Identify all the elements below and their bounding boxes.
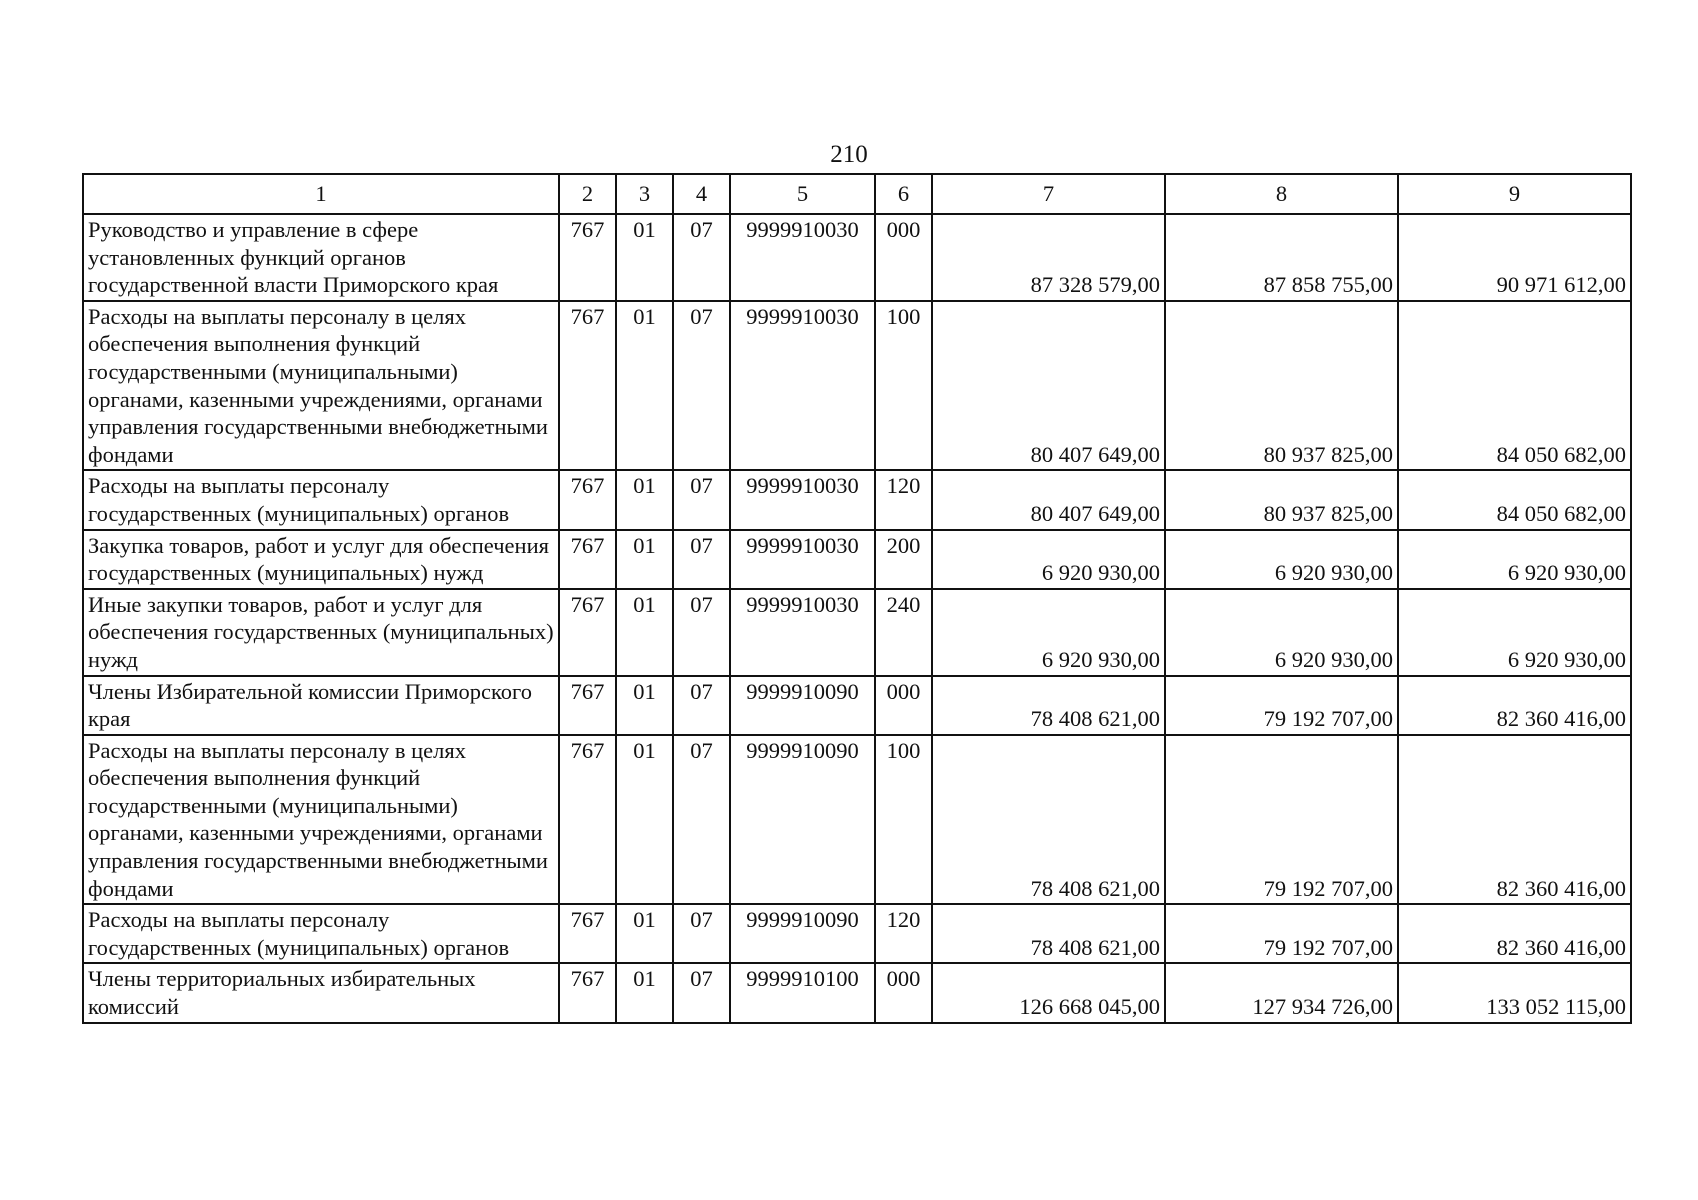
amount-cell: 78 408 621,00	[932, 904, 1165, 963]
code-cell: 9999910030	[730, 214, 875, 301]
amount-cell: 80 937 825,00	[1165, 301, 1398, 471]
amount-cell: 87 328 579,00	[932, 214, 1165, 301]
table-row	[83, 470, 1631, 529]
column-header: 7	[932, 174, 1165, 214]
code-cell: 01	[616, 470, 673, 529]
code-cell: 100	[875, 735, 932, 905]
table-row	[83, 904, 1631, 963]
code-cell: 01	[616, 301, 673, 471]
column-header: 4	[673, 174, 730, 214]
code-cell: 200	[875, 530, 932, 589]
code-cell: 240	[875, 589, 932, 676]
code-cell: 9999910030	[730, 589, 875, 676]
code-cell: 9999910090	[730, 735, 875, 905]
code-cell: 07	[673, 904, 730, 963]
code-cell: 767	[559, 214, 616, 301]
code-cell: 767	[559, 530, 616, 589]
column-header: 2	[559, 174, 616, 214]
item-name: Члены территориальных избирательных комиссий	[83, 963, 559, 1022]
code-cell: 000	[875, 963, 932, 1022]
amount-cell: 80 407 649,00	[932, 470, 1165, 529]
code-cell: 767	[559, 301, 616, 471]
amount-cell: 87 858 755,00	[1165, 214, 1398, 301]
amount-cell: 90 971 612,00	[1398, 214, 1631, 301]
amount-cell: 6 920 930,00	[1398, 589, 1631, 676]
item-name: Расходы на выплаты персоналу государственных (муниципальных) органов	[83, 470, 559, 529]
code-cell: 07	[673, 589, 730, 676]
table-row	[83, 301, 1631, 471]
code-cell: 9999910030	[730, 530, 875, 589]
code-cell: 01	[616, 735, 673, 905]
column-header: 1	[83, 174, 559, 214]
item-name: Руководство и управление в сфере установленных функций органов государственной власти Приморского края	[83, 214, 559, 301]
code-cell: 07	[673, 676, 730, 735]
code-cell: 01	[616, 589, 673, 676]
code-cell: 767	[559, 904, 616, 963]
table-row	[83, 735, 1631, 905]
code-cell: 07	[673, 470, 730, 529]
amount-cell: 6 920 930,00	[932, 589, 1165, 676]
code-cell: 767	[559, 676, 616, 735]
code-cell: 07	[673, 963, 730, 1022]
code-cell: 07	[673, 530, 730, 589]
code-cell: 120	[875, 904, 932, 963]
code-cell: 01	[616, 214, 673, 301]
amount-cell: 80 937 825,00	[1165, 470, 1398, 529]
amount-cell: 82 360 416,00	[1398, 676, 1631, 735]
amount-cell: 6 920 930,00	[1165, 589, 1398, 676]
code-cell: 01	[616, 904, 673, 963]
table-row	[83, 214, 1631, 301]
amount-cell: 84 050 682,00	[1398, 301, 1631, 471]
code-cell: 767	[559, 589, 616, 676]
table-row	[83, 589, 1631, 676]
amount-cell: 82 360 416,00	[1398, 904, 1631, 963]
code-cell: 07	[673, 214, 730, 301]
table-row	[83, 676, 1631, 735]
code-cell: 767	[559, 470, 616, 529]
code-cell: 01	[616, 963, 673, 1022]
amount-cell: 84 050 682,00	[1398, 470, 1631, 529]
amount-cell: 78 408 621,00	[932, 676, 1165, 735]
amount-cell: 127 934 726,00	[1165, 963, 1398, 1022]
amount-cell: 78 408 621,00	[932, 735, 1165, 905]
code-cell: 767	[559, 735, 616, 905]
column-header: 5	[730, 174, 875, 214]
code-cell: 9999910030	[730, 470, 875, 529]
amount-cell: 80 407 649,00	[932, 301, 1165, 471]
code-cell: 9999910090	[730, 676, 875, 735]
header-row	[83, 174, 1631, 214]
amount-cell: 79 192 707,00	[1165, 904, 1398, 963]
amount-cell: 6 920 930,00	[1398, 530, 1631, 589]
item-name: Закупка товаров, работ и услуг для обеспечения государственных (муниципальных) нужд	[83, 530, 559, 589]
amount-cell: 82 360 416,00	[1398, 735, 1631, 905]
amount-cell: 126 668 045,00	[932, 963, 1165, 1022]
code-cell: 120	[875, 470, 932, 529]
column-header: 6	[875, 174, 932, 214]
code-cell: 9999910090	[730, 904, 875, 963]
item-name: Расходы на выплаты персоналу в целях обеспечения выполнения функций государственными (муниципальными) органами, казенными учреждениями, органами управления государственными внебюджетными фондами	[83, 735, 559, 905]
table-row	[83, 963, 1631, 1022]
code-cell: 07	[673, 735, 730, 905]
column-header: 8	[1165, 174, 1398, 214]
code-cell: 000	[875, 214, 932, 301]
table-row	[83, 530, 1631, 589]
code-cell: 01	[616, 530, 673, 589]
amount-cell: 79 192 707,00	[1165, 676, 1398, 735]
budget-table	[82, 173, 1632, 1024]
item-name: Иные закупки товаров, работ и услуг для обеспечения государственных (муниципальных) нужд	[83, 589, 559, 676]
code-cell: 9999910030	[730, 301, 875, 471]
code-cell: 9999910100	[730, 963, 875, 1022]
item-name: Члены Избирательной комиссии Приморского края	[83, 676, 559, 735]
item-name: Расходы на выплаты персоналу государственных (муниципальных) органов	[83, 904, 559, 963]
code-cell: 01	[616, 676, 673, 735]
code-cell: 767	[559, 963, 616, 1022]
column-header: 9	[1398, 174, 1631, 214]
column-header: 3	[616, 174, 673, 214]
amount-cell: 79 192 707,00	[1165, 735, 1398, 905]
code-cell: 100	[875, 301, 932, 471]
amount-cell: 133 052 115,00	[1398, 963, 1631, 1022]
item-name: Расходы на выплаты персоналу в целях обеспечения выполнения функций государственными (муниципальными) органами, казенными учреждениями, органами управления государственными внебюджетными фондами	[83, 301, 559, 471]
code-cell: 07	[673, 301, 730, 471]
amount-cell: 6 920 930,00	[1165, 530, 1398, 589]
page-number: 210	[830, 141, 868, 168]
code-cell: 000	[875, 676, 932, 735]
amount-cell: 6 920 930,00	[932, 530, 1165, 589]
